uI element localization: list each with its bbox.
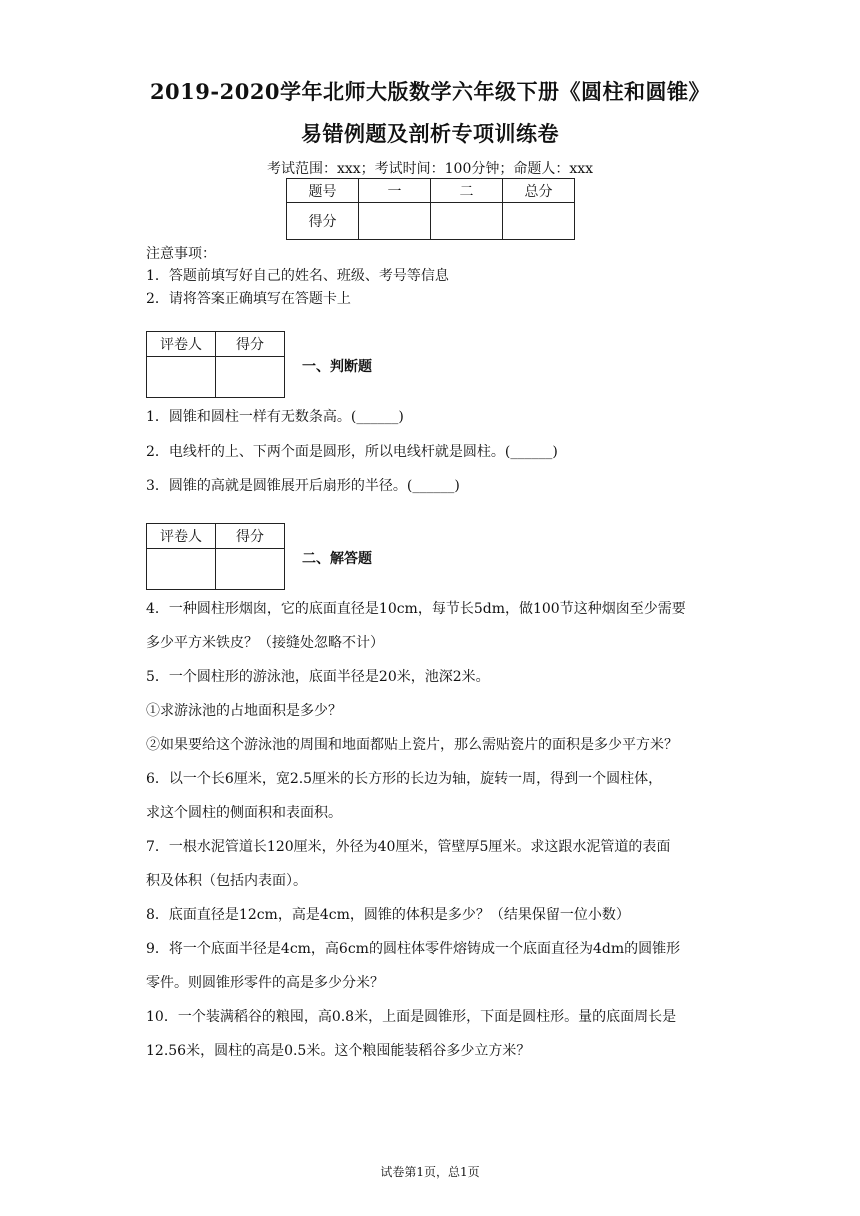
score-table-header: 题号: [287, 179, 359, 203]
grader-cell[interactable]: [147, 549, 216, 590]
question-text: 求这个圆柱的侧面积和表面积。: [146, 805, 342, 821]
note-item: 1．答题前填写好自己的姓名、班级、考号等信息: [146, 268, 449, 284]
question-text: ②如果要给这个游泳池的周围和地面都贴上瓷片，那么需贴瓷片的面积是多少平方米？: [146, 737, 678, 753]
question-text: 3．圆锥的高就是圆锥展开后扇形的半径。(______): [146, 478, 460, 494]
question-text: 8．底面直径是12cm，高是4cm，圆锥的体积是多少？（结果保留一位小数）: [146, 907, 630, 923]
score-cell[interactable]: [431, 203, 503, 240]
score-table-header: 总分: [503, 179, 575, 203]
grader-label: 评卷人: [147, 332, 216, 357]
question-text: 多少平方米铁皮？（接缝处忽略不计）: [146, 635, 384, 651]
score-table: [286, 178, 575, 240]
grader-score-cell[interactable]: [216, 549, 285, 590]
question-text: 1．圆锥和圆柱一样有无数条高。(______): [146, 409, 404, 425]
grader-label: 评卷人: [147, 524, 216, 549]
score-row-label: 得分: [287, 203, 359, 240]
exam-info: 考试范围：xxx；考试时间：100分钟；命题人：xxx: [266, 161, 594, 177]
question-text: ①求游泳池的占地面积是多少？: [146, 703, 342, 719]
question-text: 7．一根水泥管道长120厘米，外径为40厘米，管壁厚5厘米。求这跟水泥管道的表面: [146, 839, 671, 855]
section-title: 二、解答题: [302, 551, 372, 567]
score-cell[interactable]: [359, 203, 431, 240]
question-text: 9．将一个底面半径是4cm，高6cm的圆柱体零件熔铸成一个底面直径为4dm的圆锥形: [146, 941, 681, 957]
grader-score-label: 得分: [216, 332, 285, 357]
grader-score-cell[interactable]: [216, 357, 285, 398]
grader-cell[interactable]: [147, 357, 216, 398]
question-text: 6．以一个长6厘米，宽2.5厘米的长方形的长边为轴，旋转一周，得到一个圆柱体，: [146, 771, 663, 787]
note-item: 2．请将答案正确填写在答题卡上: [146, 291, 351, 307]
paper-title-line2: 易错例题及剖析专项训练卷: [301, 121, 559, 146]
grader-box: [146, 331, 285, 398]
grader-score-label: 得分: [216, 524, 285, 549]
notes-heading: 注意事项：: [146, 246, 216, 262]
question-text: 10．一个装满稻谷的粮囤，高0.8米，上面是圆锥形，下面是圆柱形。量的底面周长是: [146, 1009, 677, 1025]
question-text: 4．一种圆柱形烟囱，它的底面直径是10cm，每节长5dm，做100节这种烟囱至少需要: [146, 601, 686, 617]
section-title: 一、判断题: [302, 359, 372, 375]
question-text: 5．一个圆柱形的游泳池，底面半径是20米，池深2米。: [146, 669, 490, 685]
score-table-header: 二: [431, 179, 503, 203]
paper-title-line1: 2019-2020学年北师大版数学六年级下册《圆柱和圆锥》: [149, 79, 711, 104]
score-table-header: 一: [359, 179, 431, 203]
question-text: 2．电线杆的上、下两个面是圆形，所以电线杆就是圆柱。(______): [146, 444, 558, 460]
grader-box: [146, 523, 285, 590]
score-cell[interactable]: [503, 203, 575, 240]
question-text: 12.56米，圆柱的高是0.5米。这个粮囤能装稻谷多少立方米？: [146, 1043, 531, 1059]
question-text: 积及体积（包括内表面）。: [146, 873, 307, 889]
page-footer: 试卷第1页，总1页: [380, 1165, 480, 1179]
question-text: 零件。则圆锥形零件的高是多少分米？: [146, 975, 384, 991]
